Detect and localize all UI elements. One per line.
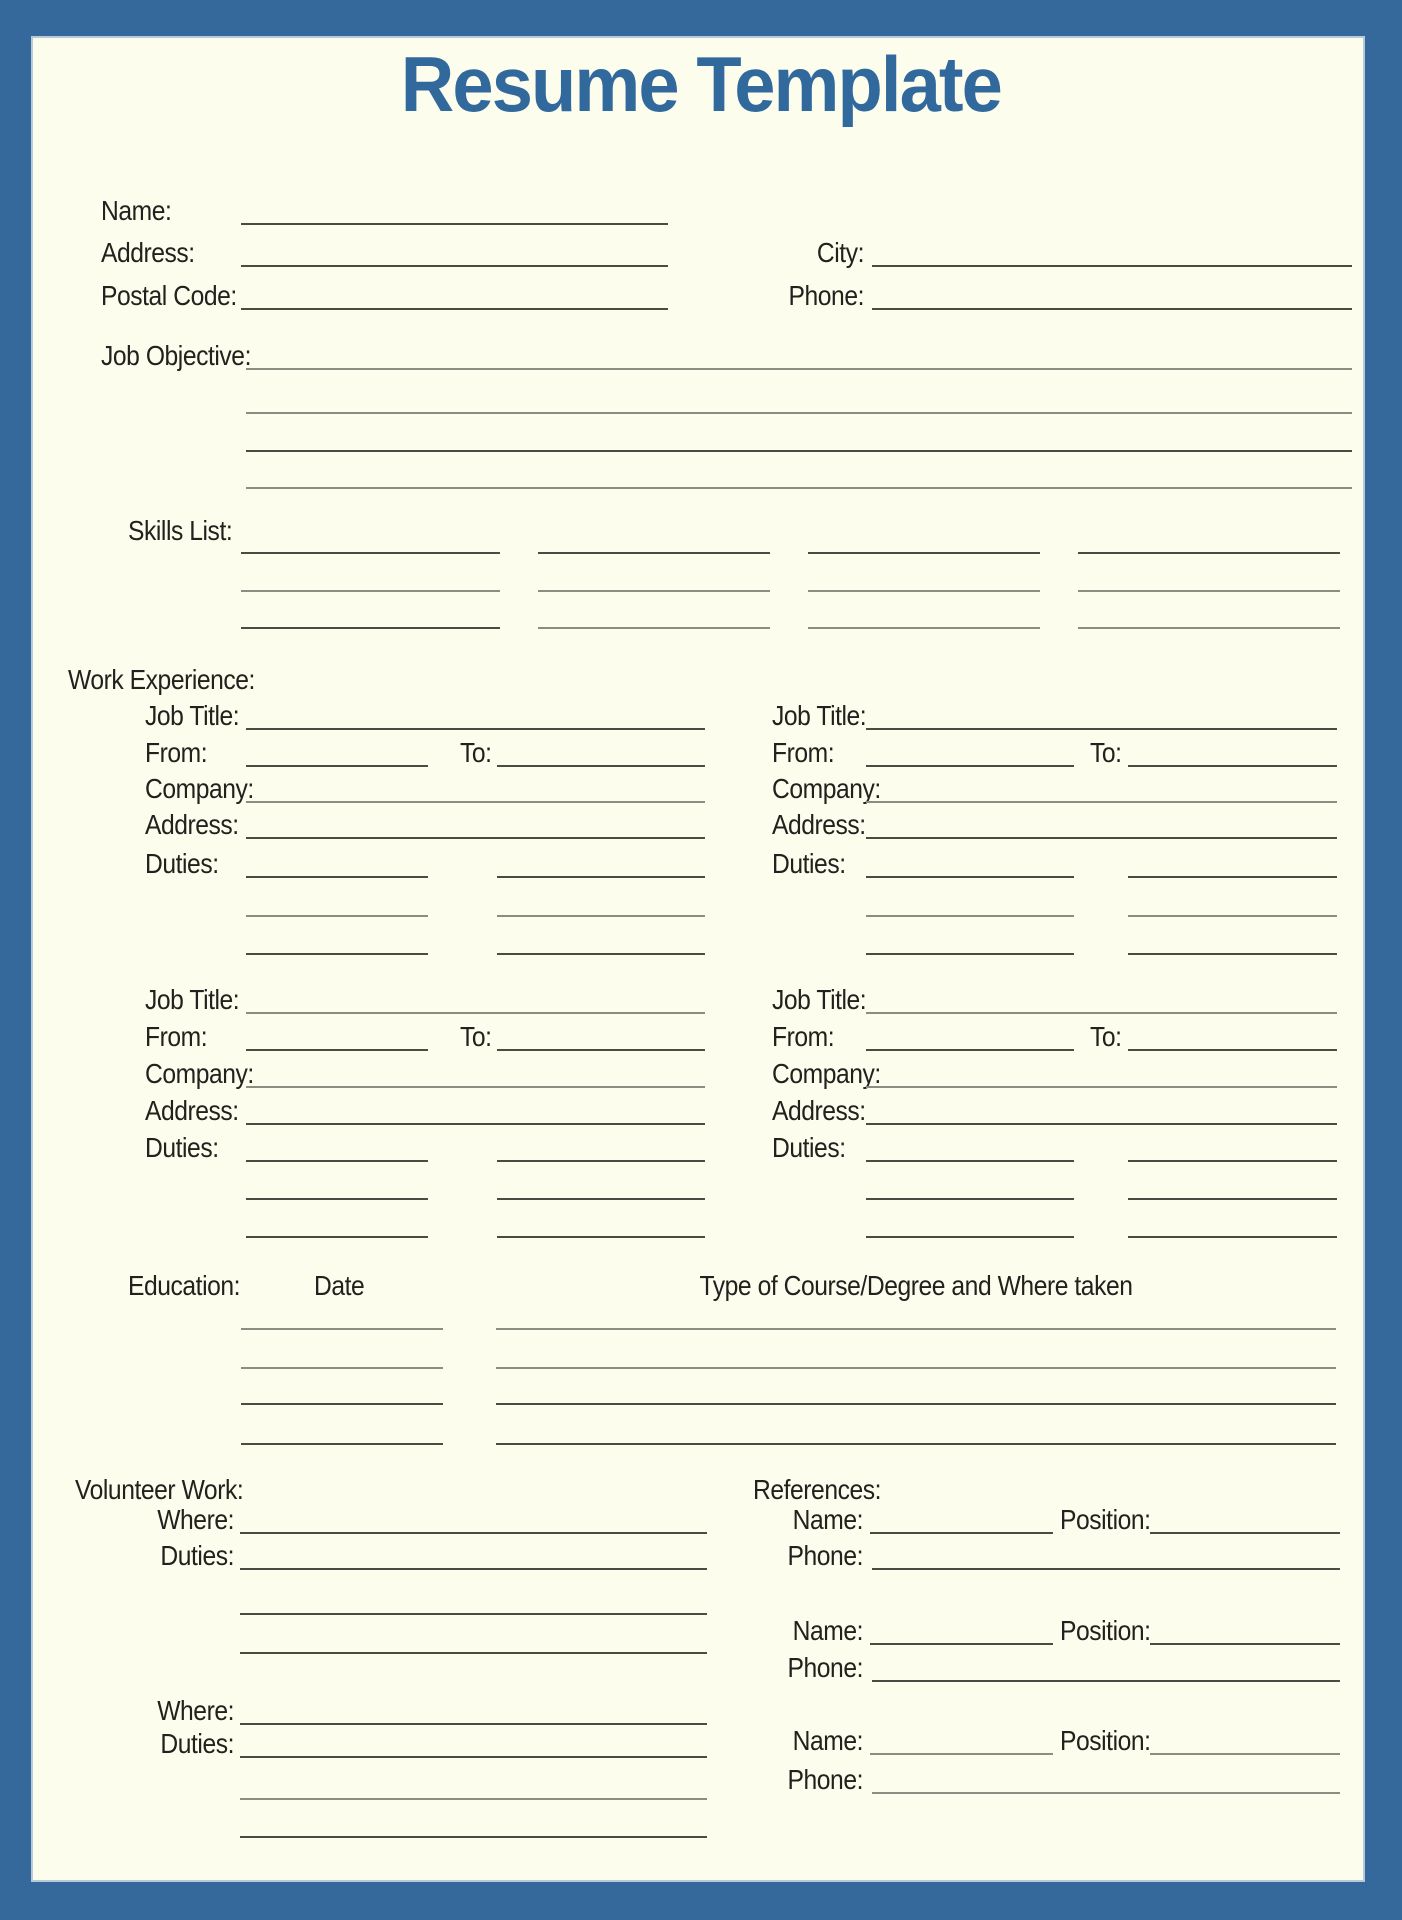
skills-line bbox=[538, 552, 770, 554]
work-experience-heading: Work Experience: bbox=[68, 664, 255, 695]
address-line bbox=[866, 837, 1337, 839]
from-label: From: bbox=[145, 737, 208, 768]
skills-line bbox=[241, 627, 500, 629]
volunteer-work-heading: Volunteer Work: bbox=[75, 1474, 244, 1505]
address-line bbox=[866, 1123, 1337, 1125]
phone-label: Phone: bbox=[788, 280, 864, 311]
duties-line bbox=[1128, 1198, 1337, 1200]
education-course-line bbox=[496, 1328, 1336, 1330]
company-line bbox=[246, 801, 705, 803]
reference-name-line bbox=[870, 1753, 1053, 1755]
volunteer-duties-line bbox=[240, 1568, 707, 1570]
volunteer-where-line bbox=[240, 1723, 707, 1725]
volunteer-duties-line bbox=[240, 1798, 707, 1800]
duties-label: Duties: bbox=[145, 1132, 219, 1163]
from-line bbox=[866, 765, 1074, 767]
education-date-line bbox=[241, 1443, 443, 1445]
company-label: Company: bbox=[772, 773, 881, 804]
name-field-line bbox=[241, 223, 668, 225]
reference-name-line bbox=[870, 1532, 1053, 1534]
phone-field-line bbox=[872, 308, 1352, 310]
duties-line bbox=[497, 915, 705, 917]
skills-line bbox=[538, 627, 770, 629]
address-field-line bbox=[241, 265, 668, 267]
to-line bbox=[1128, 1049, 1337, 1051]
education-course-header: Type of Course/Degree and Where taken bbox=[699, 1270, 1133, 1301]
skills-line bbox=[808, 627, 1040, 629]
reference-position-line bbox=[1150, 1753, 1340, 1755]
duties-line bbox=[246, 915, 428, 917]
duties-line bbox=[1128, 953, 1337, 955]
name-label: Name: bbox=[101, 195, 172, 226]
address-label: Address: bbox=[145, 809, 239, 840]
duties-line bbox=[497, 953, 705, 955]
volunteer-where-line bbox=[240, 1532, 707, 1534]
address-label: Address: bbox=[772, 1095, 866, 1126]
skills-line bbox=[241, 552, 500, 554]
duties-label: Duties: bbox=[772, 848, 846, 879]
duties-line bbox=[1128, 915, 1337, 917]
volunteer-where-label: Where: bbox=[157, 1695, 234, 1726]
reference-name-line bbox=[870, 1643, 1053, 1645]
reference-phone-line bbox=[872, 1792, 1340, 1794]
skills-list-label: Skills List: bbox=[128, 515, 233, 546]
skills-line bbox=[538, 590, 770, 592]
job-title-label: Job Title: bbox=[772, 700, 867, 731]
duties-line bbox=[246, 953, 428, 955]
address-label: Address: bbox=[101, 237, 195, 268]
postal-code-label: Postal Code: bbox=[101, 280, 237, 311]
duties-line bbox=[866, 915, 1074, 917]
duties-line bbox=[1128, 1236, 1337, 1238]
reference-position-line bbox=[1150, 1532, 1340, 1534]
duties-label: Duties: bbox=[145, 848, 219, 879]
job-objective-line bbox=[246, 487, 1352, 489]
references-heading: References: bbox=[753, 1474, 882, 1505]
to-label: To: bbox=[1090, 737, 1122, 768]
reference-position-line bbox=[1150, 1643, 1340, 1645]
reference-phone-line bbox=[872, 1680, 1340, 1682]
skills-line bbox=[241, 590, 500, 592]
duties-line bbox=[497, 1236, 705, 1238]
company-line bbox=[866, 801, 1337, 803]
city-label: City: bbox=[816, 237, 864, 268]
education-date-header: Date bbox=[314, 1270, 365, 1301]
job-title-label: Job Title: bbox=[145, 984, 240, 1015]
education-course-line bbox=[496, 1367, 1336, 1369]
job-objective-line bbox=[246, 450, 1352, 452]
duties-line bbox=[866, 1198, 1074, 1200]
reference-phone-label: Phone: bbox=[787, 1764, 863, 1795]
company-line bbox=[866, 1086, 1337, 1088]
address-line bbox=[246, 837, 705, 839]
from-label: From: bbox=[772, 737, 835, 768]
address-label: Address: bbox=[772, 809, 866, 840]
duties-line bbox=[866, 953, 1074, 955]
from-label: From: bbox=[145, 1021, 208, 1052]
volunteer-duties-label: Duties: bbox=[160, 1728, 234, 1759]
reference-name-label: Name: bbox=[792, 1725, 863, 1756]
reference-position-label: Position: bbox=[1060, 1725, 1151, 1756]
city-field-line bbox=[872, 265, 1352, 267]
volunteer-duties-line bbox=[240, 1613, 707, 1615]
to-label: To: bbox=[1090, 1021, 1122, 1052]
duties-label: Duties: bbox=[772, 1132, 846, 1163]
duties-line bbox=[246, 1198, 428, 1200]
volunteer-duties-label: Duties: bbox=[160, 1540, 234, 1571]
from-line bbox=[246, 765, 428, 767]
duties-line bbox=[246, 1160, 428, 1162]
duties-line bbox=[866, 1236, 1074, 1238]
volunteer-where-label: Where: bbox=[157, 1504, 234, 1535]
company-label: Company: bbox=[145, 1058, 254, 1089]
skills-line bbox=[1078, 627, 1340, 629]
duties-line bbox=[497, 1198, 705, 1200]
reference-phone-line bbox=[872, 1568, 1340, 1570]
duties-line bbox=[1128, 1160, 1337, 1162]
skills-line bbox=[1078, 552, 1340, 554]
from-line bbox=[246, 1049, 428, 1051]
to-line bbox=[497, 765, 705, 767]
education-date-line bbox=[241, 1403, 443, 1405]
job-objective-line bbox=[246, 412, 1352, 414]
duties-line bbox=[866, 1160, 1074, 1162]
education-course-line bbox=[496, 1403, 1336, 1405]
postal-code-field-line bbox=[241, 308, 668, 310]
volunteer-duties-line bbox=[240, 1652, 707, 1654]
company-line bbox=[246, 1086, 705, 1088]
page-title bbox=[0, 42, 1402, 128]
duties-line bbox=[497, 1160, 705, 1162]
job-title-line bbox=[866, 1012, 1337, 1014]
paper-sheet bbox=[31, 36, 1365, 1882]
to-line bbox=[497, 1049, 705, 1051]
job-objective-line bbox=[246, 368, 1352, 370]
reference-name-label: Name: bbox=[792, 1504, 863, 1535]
to-label: To: bbox=[460, 737, 492, 768]
skills-line bbox=[808, 552, 1040, 554]
from-line bbox=[866, 1049, 1074, 1051]
job-title-label: Job Title: bbox=[145, 700, 240, 731]
job-title-label: Job Title: bbox=[772, 984, 867, 1015]
duties-line bbox=[497, 876, 705, 878]
company-label: Company: bbox=[772, 1058, 881, 1089]
duties-line bbox=[1128, 876, 1337, 878]
company-label: Company: bbox=[145, 773, 254, 804]
skills-line bbox=[1078, 590, 1340, 592]
address-line bbox=[246, 1123, 705, 1125]
reference-phone-label: Phone: bbox=[787, 1652, 863, 1683]
education-date-line bbox=[241, 1328, 443, 1330]
duties-line bbox=[246, 1236, 428, 1238]
skills-line bbox=[808, 590, 1040, 592]
education-label: Education: bbox=[128, 1270, 241, 1301]
to-line bbox=[1128, 765, 1337, 767]
reference-position-label: Position: bbox=[1060, 1615, 1151, 1646]
reference-position-label: Position: bbox=[1060, 1504, 1151, 1535]
volunteer-duties-line bbox=[240, 1836, 707, 1838]
reference-phone-label: Phone: bbox=[787, 1540, 863, 1571]
job-title-line bbox=[246, 728, 705, 730]
job-objective-label: Job Objective: bbox=[101, 340, 251, 371]
education-course-line bbox=[496, 1443, 1336, 1445]
volunteer-duties-line bbox=[240, 1756, 707, 1758]
duties-line bbox=[866, 876, 1074, 878]
to-label: To: bbox=[460, 1021, 492, 1052]
from-label: From: bbox=[772, 1021, 835, 1052]
job-title-line bbox=[246, 1012, 705, 1014]
job-title-line bbox=[866, 728, 1337, 730]
duties-line bbox=[246, 876, 428, 878]
address-label: Address: bbox=[145, 1095, 239, 1126]
page-title-text: Resume Template bbox=[400, 40, 1002, 128]
reference-name-label: Name: bbox=[792, 1615, 863, 1646]
education-date-line bbox=[241, 1367, 443, 1369]
